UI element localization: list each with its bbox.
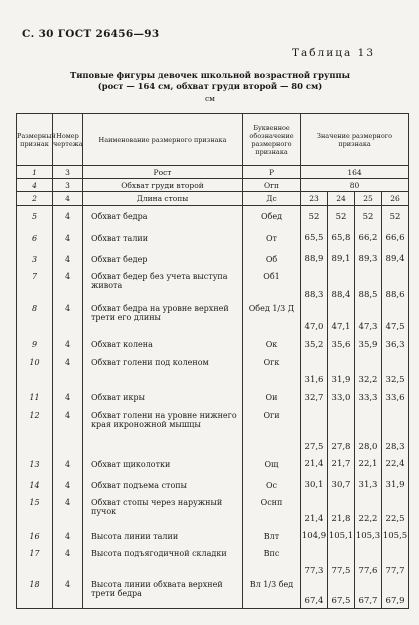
row-drawing: 4 [53,387,83,409]
row-value: 88,4 [328,270,355,302]
row-value: 27,8 [328,409,355,454]
row-value: 25 [355,192,382,206]
row-value: 105,5 [382,526,409,547]
row-drawing: 4 [53,496,83,526]
header-row [17,114,409,166]
row-drawing: 4 [53,356,83,387]
row-drawing: 4 [53,547,83,578]
row-code: Огк [243,356,301,387]
row-name: Обхват бедер [83,249,243,270]
row-value: 47,3 [355,302,382,334]
row-code: Об1 [243,270,301,302]
row-code: Оги [243,409,301,454]
row-code: Влт [243,526,301,547]
row-value: 33,0 [328,387,355,409]
row-code: Обед [243,206,301,228]
row-value: 22,2 [355,496,382,526]
row-code: Ос [243,475,301,496]
row-number: 7 [17,270,53,302]
page-header: С. 30 ГОСТ 26456—93 [22,28,160,40]
row-name: Обхват голени на уровне нижнего края икроножной мышцы [83,409,243,454]
row-name: Длина стопы [83,192,243,206]
row-drawing: 3 [53,166,83,179]
table-title-line-2: (рост — 164 см, обхват груди второй — 80 см) [97,81,323,91]
table-row [17,547,409,578]
row-name: Рост [83,166,243,179]
row-value: 164 [301,166,409,179]
row-value: 67,7 [355,578,382,609]
row-value: 30,7 [328,475,355,496]
row-drawing: 4 [53,206,83,228]
row-value: 21,8 [328,496,355,526]
row-value: 65,5 [301,228,328,249]
row-name: Обхват талии [83,228,243,249]
row-number: 12 [17,409,53,454]
row-value: 32,7 [301,387,328,409]
table-row [17,496,409,526]
row-name: Обхват груди второй [83,179,243,192]
row-number: 18 [17,578,53,609]
table-row [17,166,409,179]
table-row [17,302,409,334]
row-value: 22,4 [382,454,409,475]
row-name: Обхват щиколотки [83,454,243,475]
table-row [17,475,409,496]
row-value: 33,6 [382,387,409,409]
row-code: Ок [243,334,301,356]
row-code: Огп [243,179,301,192]
row-name: Высота подъягодичной складки [83,547,243,578]
row-drawing: 4 [53,302,83,334]
row-value: 21,7 [328,454,355,475]
row-number: 13 [17,454,53,475]
row-value: 104,9 [301,526,328,547]
row-value: 28,0 [355,409,382,454]
col-header-name: Наименование размерного признака [83,114,243,166]
row-value: 88,6 [382,270,409,302]
row-value: 67,4 [301,578,328,609]
row-code: Вл 1/3 бед [243,578,301,609]
row-value: 89,1 [328,249,355,270]
row-value: 66,2 [355,228,382,249]
row-value: 88,3 [301,270,328,302]
table-row [17,228,409,249]
table-row [17,409,409,454]
row-value: 67,9 [382,578,409,609]
row-value: 105,3 [355,526,382,547]
row-number: 6 [17,228,53,249]
row-name: Обхват икры [83,387,243,409]
row-value: 22,5 [382,496,409,526]
row-value: 27,5 [301,409,328,454]
row-value: 89,3 [355,249,382,270]
row-value: 21,4 [301,496,328,526]
row-value: 52 [301,206,328,228]
row-value: 35,6 [328,334,355,356]
col-header-designation: Буквенное обозначение размерного признака [243,114,301,166]
row-name: Обхват голени под коленом [83,356,243,387]
row-number: 8 [17,302,53,334]
row-value: 52 [355,206,382,228]
row-value: 77,7 [382,547,409,578]
row-value: 65,8 [328,228,355,249]
row-value: 105,1 [328,526,355,547]
row-value: 31,3 [355,475,382,496]
table-row [17,270,409,302]
row-value: 31,6 [301,356,328,387]
row-code: Впс [243,547,301,578]
row-value: 30,1 [301,475,328,496]
row-drawing: 4 [53,475,83,496]
row-value: 32,2 [355,356,382,387]
row-name: Обхват бедра на уровне верхней трети его длины [83,302,243,334]
row-value: 26 [382,192,409,206]
row-value: 35,2 [301,334,328,356]
table-label: Таблица 13 [292,47,375,59]
row-value: 77,5 [328,547,355,578]
row-number: 10 [17,356,53,387]
row-code: Дс [243,192,301,206]
row-value: 31,9 [328,356,355,387]
row-number: 17 [17,547,53,578]
table-row [17,356,409,387]
row-name: Высота линии обхвата верхней трети бедра [83,578,243,609]
row-value: 33,3 [355,387,382,409]
row-value: 67,5 [328,578,355,609]
row-drawing: 4 [53,270,83,302]
row-value: 47,1 [328,302,355,334]
row-value: 24 [328,192,355,206]
row-number: 14 [17,475,53,496]
row-number: 15 [17,496,53,526]
row-value: 88,9 [301,249,328,270]
row-number: 5 [17,206,53,228]
row-code: Об [243,249,301,270]
row-value: 22,1 [355,454,382,475]
row-number: 4 [17,179,53,192]
table-row [17,526,409,547]
row-number: 3 [17,249,53,270]
data-table [16,113,409,609]
table-row [17,206,409,228]
row-value: 21,4 [301,454,328,475]
row-code: Обед 1/3 Д [243,302,301,334]
row-value: 52 [382,206,409,228]
col-header-value: Значение размерного признака [301,114,409,166]
row-value: 28,3 [382,409,409,454]
table-row [17,249,409,270]
row-value: 23 [301,192,328,206]
row-drawing: 4 [53,249,83,270]
row-code: Ои [243,387,301,409]
row-name: Высота линии талии [83,526,243,547]
row-number: 1 [17,166,53,179]
row-value: 66,6 [382,228,409,249]
row-code: От [243,228,301,249]
row-value: 47,5 [382,302,409,334]
row-drawing: 4 [53,192,83,206]
table-row [17,192,409,206]
row-value: 77,3 [301,547,328,578]
row-value: 32,5 [382,356,409,387]
row-code: Оснп [243,496,301,526]
row-value: 35,9 [355,334,382,356]
row-drawing: 4 [53,578,83,609]
row-name: Обхват стопы через наружный пучок [83,496,243,526]
row-drawing: 4 [53,228,83,249]
row-value: 47,0 [301,302,328,334]
table-row [17,578,409,609]
table-row [17,179,409,192]
row-value: 80 [301,179,409,192]
row-number: 16 [17,526,53,547]
row-value: 36,3 [382,334,409,356]
row-name: Обхват подъема стопы [83,475,243,496]
row-number: 2 [17,192,53,206]
table-unit: см [204,94,216,103]
row-code: Ощ [243,454,301,475]
row-value: 52 [328,206,355,228]
table-title-line-1: Типовые фигуры девочек школьной возрастной группы [69,70,351,80]
row-drawing: 4 [53,409,83,454]
table-row [17,387,409,409]
row-drawing: 4 [53,526,83,547]
col-header-drawing: Номер чертежа [53,114,83,166]
row-value: 77,6 [355,547,382,578]
table-row [17,454,409,475]
row-drawing: 4 [53,334,83,356]
row-value: 88,5 [355,270,382,302]
row-drawing: 4 [53,454,83,475]
row-value: 31,9 [382,475,409,496]
row-number: 9 [17,334,53,356]
row-name: Обхват бедер без учета выступа живота [83,270,243,302]
table-row [17,334,409,356]
row-name: Обхват бедра [83,206,243,228]
row-number: 11 [17,387,53,409]
row-value: 89,4 [382,249,409,270]
row-name: Обхват колена [83,334,243,356]
row-code: Р [243,166,301,179]
col-header-size-feature: Размерный признак [17,114,53,166]
row-drawing: 3 [53,179,83,192]
